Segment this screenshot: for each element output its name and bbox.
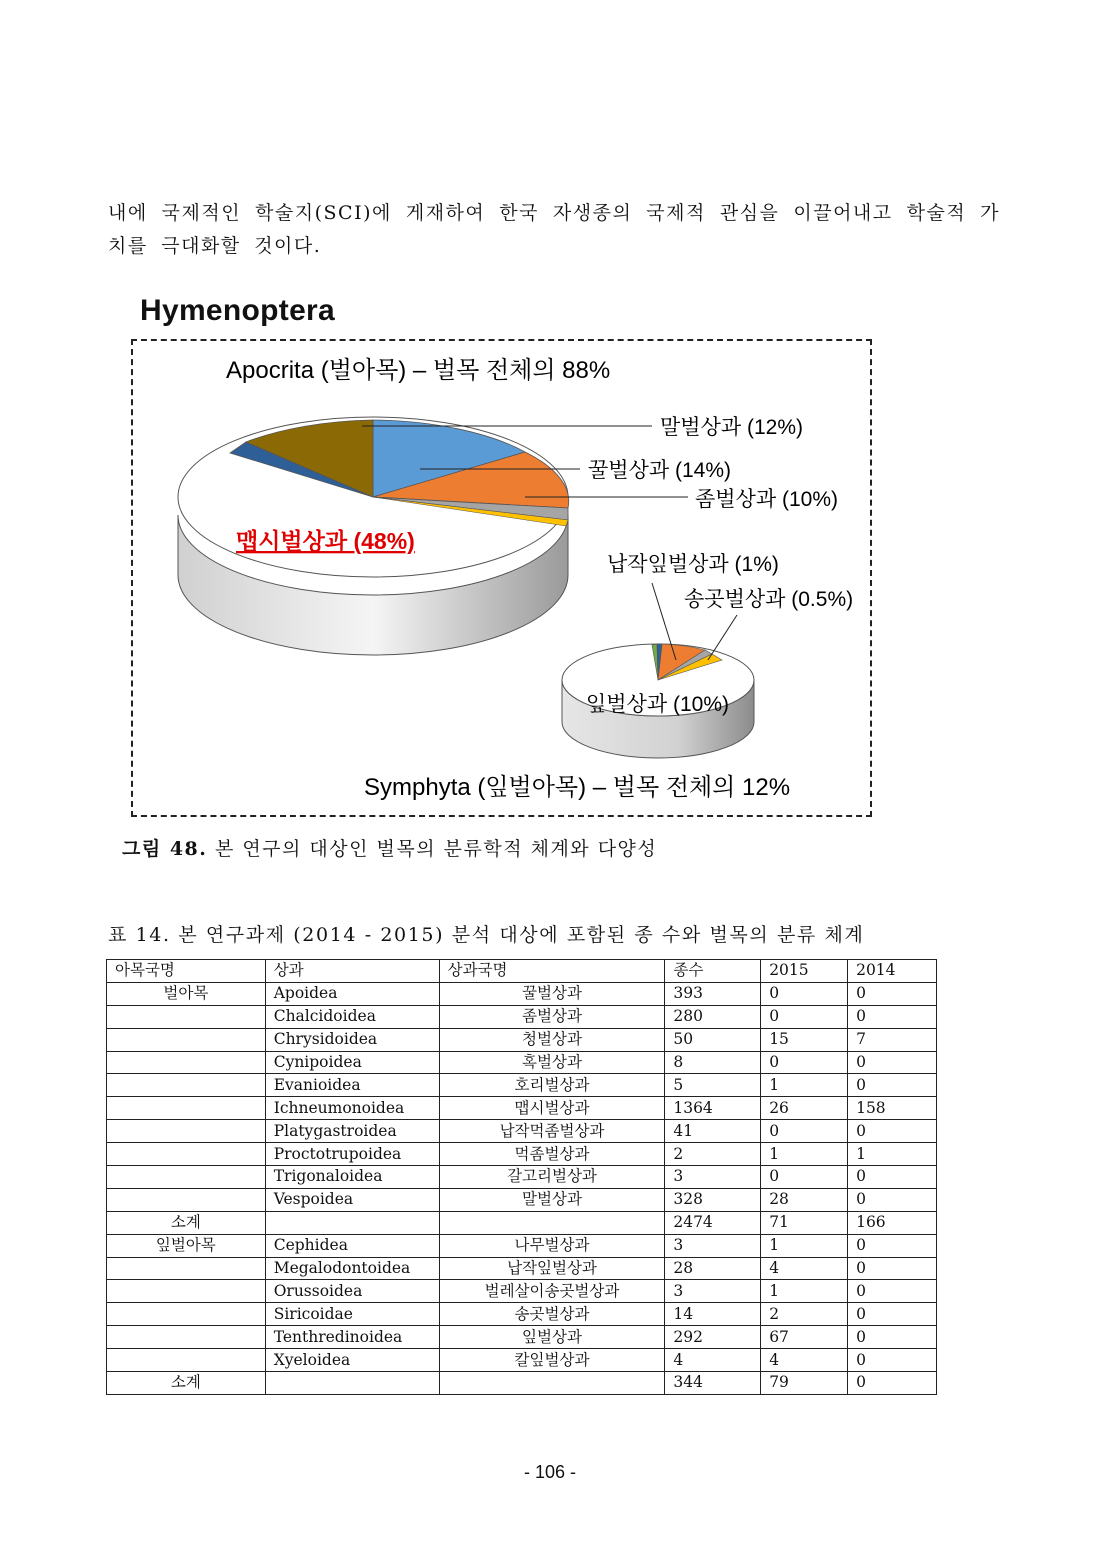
table-cell: 납작잎벌상과 xyxy=(439,1257,665,1280)
table-cell: 송곳벌상과 xyxy=(439,1303,665,1326)
table-cell xyxy=(107,1143,266,1166)
table-cell xyxy=(107,1326,266,1349)
page-number: - 106 - xyxy=(523,1462,577,1482)
table-cell: 1 xyxy=(761,1280,848,1303)
table-cell: 0 xyxy=(848,1051,937,1074)
table-cell: Megalodontoidea xyxy=(265,1257,439,1280)
table-cell: Cynipoidea xyxy=(265,1051,439,1074)
table-cell: 15 xyxy=(761,1028,848,1051)
table-row xyxy=(107,1166,937,1189)
table-cell: 4 xyxy=(761,1257,848,1280)
table-cell: 344 xyxy=(665,1372,761,1395)
table-cell: 3 xyxy=(665,1166,761,1189)
table-cell: 1 xyxy=(848,1143,937,1166)
table-header-cell: 아목국명 xyxy=(107,960,266,983)
table-cell xyxy=(439,1211,665,1234)
caption-label: 그림 48. xyxy=(122,838,208,860)
table-row xyxy=(107,1234,937,1257)
body-paragraph: 내에 국제적인 학술지(SCI)에 게재하여 한국 자생종의 국제적 관심을 이끌어내고 학술적 가치를 극대화할 것이다. xyxy=(108,202,1000,257)
table-row xyxy=(107,1005,937,1028)
table-cell xyxy=(107,1097,266,1120)
table-cell: Trigonaloidea xyxy=(265,1166,439,1189)
table-cell xyxy=(107,1051,266,1074)
table-cell: 28 xyxy=(761,1188,848,1211)
table-cell: Vespoidea xyxy=(265,1188,439,1211)
table-cell: 166 xyxy=(848,1211,937,1234)
table-cell: 납작먹좀벌상과 xyxy=(439,1120,665,1143)
table-cell: 갈고리벌상과 xyxy=(439,1166,665,1189)
table-cell: 혹벌상과 xyxy=(439,1051,665,1074)
table-cell: 1 xyxy=(761,1143,848,1166)
table-title: 표 14. 본 연구과제 (2014 - 2015) 분석 대상에 포함된 종 수와 벌목의 분류 체계 xyxy=(108,924,865,946)
table-cell: 0 xyxy=(848,1372,937,1395)
table-cell: 0 xyxy=(848,1188,937,1211)
table-cell: 호리벌상과 xyxy=(439,1074,665,1097)
table-header-cell: 2014 xyxy=(848,960,937,983)
table-cell: 14 xyxy=(665,1303,761,1326)
label-tenthredo: 잎벌상과 (10%) xyxy=(586,693,729,716)
table-cell: Xyeloidea xyxy=(265,1349,439,1372)
table-cell: 1 xyxy=(761,1234,848,1257)
table-row xyxy=(107,1326,937,1349)
table-header-cell: 종수 xyxy=(665,960,761,983)
table-cell: 1 xyxy=(761,1074,848,1097)
table-cell: 3 xyxy=(665,1280,761,1303)
table-row xyxy=(107,1349,937,1372)
table-cell xyxy=(107,1303,266,1326)
table-cell: 0 xyxy=(848,1120,937,1143)
table-cell: 맵시벌상과 xyxy=(439,1097,665,1120)
table-cell: Chrysidoidea xyxy=(265,1028,439,1051)
table-cell: 잎벌아목 xyxy=(107,1234,266,1257)
table-cell: 7 xyxy=(848,1028,937,1051)
table-cell: Platygastroidea xyxy=(265,1120,439,1143)
table-cell: 0 xyxy=(848,982,937,1005)
table-row xyxy=(107,982,937,1005)
table-cell: 0 xyxy=(848,1326,937,1349)
table-cell: 0 xyxy=(848,1257,937,1280)
table-row xyxy=(107,1303,937,1326)
table-row xyxy=(107,1120,937,1143)
table-cell: 2474 xyxy=(665,1211,761,1234)
table-cell: Proctotrupoidea xyxy=(265,1143,439,1166)
table-cell: 393 xyxy=(665,982,761,1005)
table-cell: Chalcidoidea xyxy=(265,1005,439,1028)
table-cell: 28 xyxy=(665,1257,761,1280)
table-cell: 41 xyxy=(665,1120,761,1143)
table-cell xyxy=(107,1005,266,1028)
table-cell: 소계 xyxy=(107,1211,266,1234)
table-cell: 0 xyxy=(848,1303,937,1326)
table-cell: 79 xyxy=(761,1372,848,1395)
table-cell: 328 xyxy=(665,1188,761,1211)
table-row xyxy=(107,1188,937,1211)
table-cell: Orussoidea xyxy=(265,1280,439,1303)
table-cell xyxy=(107,1349,266,1372)
table-cell: 칼잎벌상과 xyxy=(439,1349,665,1372)
table-cell: 0 xyxy=(761,1166,848,1189)
table-cell: 0 xyxy=(848,1234,937,1257)
table-cell: 0 xyxy=(848,1349,937,1372)
table-cell: 좀벌상과 xyxy=(439,1005,665,1028)
table-cell: 0 xyxy=(848,1005,937,1028)
table-cell: 꿀벌상과 xyxy=(439,982,665,1005)
table-header-row xyxy=(107,960,937,983)
table-row xyxy=(107,1074,937,1097)
table-cell: 5 xyxy=(665,1074,761,1097)
table-cell: 26 xyxy=(761,1097,848,1120)
table-cell: 0 xyxy=(761,1120,848,1143)
table-header-cell: 2015 xyxy=(761,960,848,983)
symphyta-heading: Symphyta (잎벌아목) – 벌목 전체의 12% xyxy=(364,774,791,801)
table-cell xyxy=(107,1028,266,1051)
table-cell: Cephidea xyxy=(265,1234,439,1257)
table-row xyxy=(107,1051,937,1074)
table-cell xyxy=(107,1280,266,1303)
table-cell: 0 xyxy=(761,982,848,1005)
table-cell: 292 xyxy=(665,1326,761,1349)
table-cell: Ichneumonoidea xyxy=(265,1097,439,1120)
table-row xyxy=(107,1280,937,1303)
table-cell: 벌아목 xyxy=(107,982,266,1005)
table-cell: 0 xyxy=(848,1166,937,1189)
table-cell: 소계 xyxy=(107,1372,266,1395)
table-cell: 나무벌상과 xyxy=(439,1234,665,1257)
table-cell: 잎벌상과 xyxy=(439,1326,665,1349)
table-cell xyxy=(107,1074,266,1097)
table-cell xyxy=(265,1211,439,1234)
table-cell: 2 xyxy=(761,1303,848,1326)
label-wasp: 말벌상과 (12%) xyxy=(660,416,803,439)
table-cell: 1364 xyxy=(665,1097,761,1120)
table-cell xyxy=(107,1257,266,1280)
table-cell: 4 xyxy=(665,1349,761,1372)
table-cell: Evanioidea xyxy=(265,1074,439,1097)
table-cell: 67 xyxy=(761,1326,848,1349)
caption-text: 본 연구의 대상인 벌목의 분류학적 체계와 다양성 xyxy=(214,838,658,860)
apocrita-heading: Apocrita (벌아목) – 벌목 전체의 88% xyxy=(226,357,611,384)
label-chalcid: 좀벌상과 (10%) xyxy=(695,488,838,511)
table-cell xyxy=(265,1372,439,1395)
table-cell: 먹좀벌상과 xyxy=(439,1143,665,1166)
table-cell xyxy=(107,1188,266,1211)
table-cell: Siricoidae xyxy=(265,1303,439,1326)
figure-caption xyxy=(122,834,657,861)
table-cell: 청벌상과 xyxy=(439,1028,665,1051)
table-row xyxy=(107,1372,937,1395)
label-siricid: 송곳벌상과 (0.5%) xyxy=(684,588,854,611)
table-cell: 4 xyxy=(761,1349,848,1372)
table-cell: Tenthredinoidea xyxy=(265,1326,439,1349)
table-header-cell: 상과 xyxy=(265,960,439,983)
table-cell: 158 xyxy=(848,1097,937,1120)
table-cell: 0 xyxy=(761,1005,848,1028)
label-megalodont: 납작잎벌상과 (1%) xyxy=(607,553,779,576)
table-cell: 말벌상과 xyxy=(439,1188,665,1211)
taxonomy-table xyxy=(106,959,937,1395)
table-row xyxy=(107,1143,937,1166)
table-cell: 벌레살이송곳벌상과 xyxy=(439,1280,665,1303)
table-cell: 0 xyxy=(761,1051,848,1074)
table-cell: 71 xyxy=(761,1211,848,1234)
table-cell xyxy=(439,1372,665,1395)
label-ichneumon: 맵시벌상과 (48%) xyxy=(236,528,415,554)
table-cell: Apoidea xyxy=(265,982,439,1005)
table-row xyxy=(107,1257,937,1280)
table-cell: 50 xyxy=(665,1028,761,1051)
table-cell xyxy=(107,1120,266,1143)
label-bee: 꿀벌상과 (14%) xyxy=(588,459,731,482)
table-row xyxy=(107,1097,937,1120)
table-cell: 280 xyxy=(665,1005,761,1028)
table-cell: 2 xyxy=(665,1143,761,1166)
table-cell: 0 xyxy=(848,1074,937,1097)
table-row xyxy=(107,1028,937,1051)
figure-title: Hymenoptera xyxy=(140,294,336,327)
table-cell xyxy=(107,1166,266,1189)
table-cell: 8 xyxy=(665,1051,761,1074)
table-cell: 3 xyxy=(665,1234,761,1257)
table-cell: 0 xyxy=(848,1280,937,1303)
table-row xyxy=(107,1211,937,1234)
table-header-cell: 상과국명 xyxy=(439,960,665,983)
